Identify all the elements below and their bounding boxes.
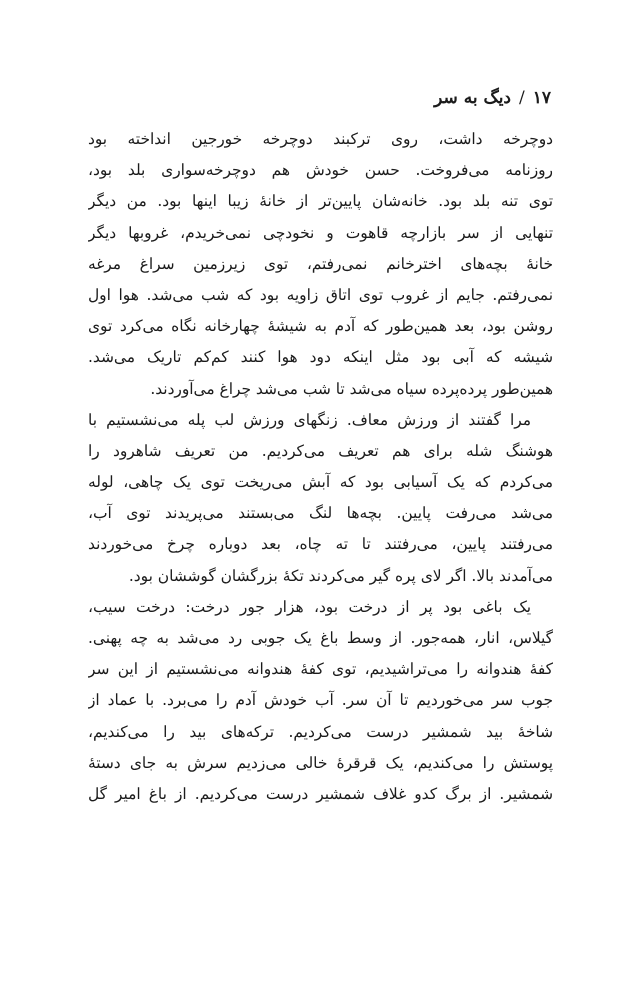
text-line: کفهٔ هندوانه را می‌تراشیدیم، توی کفهٔ هندوانه می‌نشستیم از این سر xyxy=(88,660,553,679)
body-text xyxy=(88,124,553,810)
paragraph-2 xyxy=(88,405,553,592)
header-separator: / xyxy=(519,88,525,108)
text-line: هوشنگ شله برای هم تعریف می‌کردیم. من تعریف شاهرود را xyxy=(88,441,553,460)
text-line: شاخهٔ بید شمشیر درست می‌کردیم. ترکه‌های بید را می‌کندیم، xyxy=(88,722,553,741)
page-number: ۱۷ xyxy=(532,88,551,108)
text-line: خانهٔ بچه‌های اخترخانم نمی‌رفتم، توی زیرزمین سراغ مرغه xyxy=(88,254,553,273)
text-line: جوب سر می‌خوردیم تا آن سر. آب خودش آدم را می‌برد. با عماد از xyxy=(88,691,553,710)
running-header xyxy=(434,88,551,108)
text-line: می‌آمدند بالا. اگر لای پره گیر می‌کردند تکهٔ بزرگشان گوششان بود. xyxy=(128,566,553,585)
text-line: شیشه که آبی بود مثل اینکه دود هوا کنند کم‌کم تاریک می‌شد. xyxy=(88,348,553,367)
text-line: می‌شد می‌رفت پایین. بچه‌ها لنگ می‌بستند می‌پریدند توی آب، xyxy=(88,504,553,523)
text-line: نمی‌رفتم. جایم از غروب توی اتاق زاویه بود که شب می‌شد. هوا اول xyxy=(88,285,553,304)
text-line: توی تنه بلد بود. خانه‌شان پایین‌تر از خانهٔ زیبا اینها بود. من دیگر xyxy=(88,192,553,211)
text-line: دوچرخه داشت، روی ترکبند دوچرخه خورجین انداخته بود xyxy=(88,130,553,148)
book-title: دیگ به سر xyxy=(434,88,511,108)
text-line: می‌کردم که یک آسیابی بود که آبش می‌ریخت توی یک چاهی، لوله xyxy=(88,473,553,492)
text-line: روشن بود، بعد همین‌طور که آدم به شیشهٔ چهارخانه نگاه می‌کرد توی xyxy=(88,317,553,336)
text-line: تنهایی از سر بازارچه قاهوت و نخودچی نمی‌خریدم، غروبها دیگر xyxy=(88,223,553,242)
text-line: گیلاس، انار، همه‌جور. از وسط باغ یک جوبی رد می‌شد به چه پهنی. xyxy=(88,629,553,647)
text-line: همین‌طور پرده‌پرده سیاه می‌شد تا شب می‌شد چراغ می‌آوردند. xyxy=(150,379,553,398)
text-line: می‌رفتند پایین، می‌رفتند تا ته چاه، بعد دوباره چرخ می‌خوردند xyxy=(88,535,553,554)
text-line: مرا گفتند از ورزش معاف. زنگهای ورزش لب پله می‌نشستیم با xyxy=(88,410,531,429)
text-line: شمشیر. از برگ کدو غلاف شمشیر درست می‌کردیم. از باغ امیر گل xyxy=(88,784,553,803)
paragraph-3 xyxy=(88,592,553,810)
paragraph-1 xyxy=(88,124,553,405)
text-line: یک باغی بود پر از درخت بود، هزار جور درخت: درخت سیب، xyxy=(88,597,531,616)
text-line: روزنامه می‌فروخت. حسن خودش هم دوچرخه‌سواری بلد بود، xyxy=(88,161,553,180)
text-line: پوستش را می‌کندیم، یک قرقرهٔ خالی می‌زدیم سرش به جای دستهٔ xyxy=(88,753,553,772)
